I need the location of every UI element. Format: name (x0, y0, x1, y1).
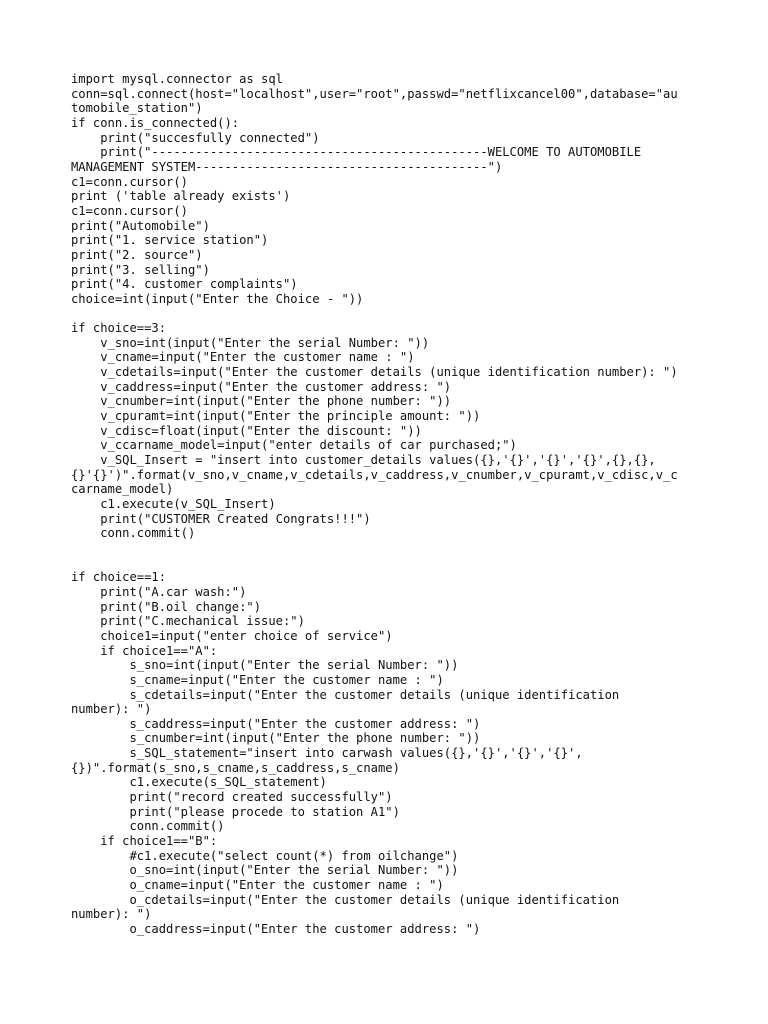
code-line: choice=int(input("Enter the Choice - ")) (71, 291, 364, 306)
code-line: print("4. customer complaints") (71, 277, 298, 292)
code-line (71, 541, 678, 556)
code-line: print("Automobile") (71, 218, 210, 233)
code-line: v_sno=int(input("Enter the serial Number: ")) (71, 335, 430, 350)
code-line: v_cname=input("Enter the customer name : ") (71, 350, 415, 365)
code-line: tomobile_station") (71, 101, 203, 116)
code-listing (71, 72, 678, 937)
code-line: print("B.oil change:") (71, 599, 262, 614)
code-line: conn=sql.connect(host="localhost",user="root",passwd="netflixcancel00",database="au (71, 86, 678, 101)
code-line: o_caddress=input("Enter the customer address: ") (71, 922, 481, 937)
code-line: v_cnumber=int(input("Enter the phone number: ")) (71, 394, 452, 409)
code-line: conn.commit() (71, 819, 225, 834)
code-line: if choice1=="B": (71, 834, 218, 849)
code-line: #c1.execute("select count(*) from oilchange") (71, 848, 459, 863)
code-line: {})".format(s_sno,s_cname,s_caddress,s_cname) (71, 760, 400, 775)
code-line: print("2. source") (71, 247, 203, 262)
code-line: c1.execute(v_SQL_Insert) (71, 497, 276, 512)
code-line: v_SQL_Insert = "insert into customer_details values({},'{}','{}','{}',{},{}, (71, 453, 656, 468)
code-line: v_cpuramt=int(input("Enter the principle amount: ")) (71, 409, 481, 424)
code-line: carname_model) (71, 482, 174, 497)
code-line: o_cdetails=input("Enter the customer details (unique identification (71, 892, 620, 907)
code-line: print("----------------------------------------------WELCOME TO AUTOMOBILE (71, 145, 642, 160)
code-line: v_caddress=input("Enter the customer address: ") (71, 379, 452, 394)
code-line: import mysql.connector as sql (71, 72, 283, 86)
code-line: s_caddress=input("Enter the customer address: ") (71, 716, 481, 731)
code-line: conn.commit() (71, 526, 196, 541)
code-line: v_cdisc=float(input("Enter the discount: ")) (71, 423, 422, 438)
code-line: print("C.mechanical issue:") (71, 614, 305, 629)
code-line: s_cname=input("Enter the customer name : ") (71, 672, 444, 687)
code-line: s_sno=int(input("Enter the serial Number: ")) (71, 658, 459, 673)
code-line: c1=conn.cursor() (71, 174, 188, 189)
code-line: print("A.car wash:") (71, 584, 247, 599)
code-line: choice1=input("enter choice of service") (71, 628, 393, 643)
code-line: print("please procede to station A1") (71, 804, 400, 819)
code-line: if choice==1: (71, 570, 167, 585)
code-line: print("succesfully connected") (71, 130, 320, 145)
code-line: v_ccarname_model=input("enter details of car purchased;") (71, 438, 517, 453)
code-line: print("CUSTOMER Created Congrats!!!") (71, 511, 371, 526)
code-line: if choice==3: (71, 321, 167, 336)
code-line: c1.execute(s_SQL_statement) (71, 775, 327, 790)
code-line: print("1. service station") (71, 233, 269, 248)
code-line: {}'{}')".format(v_sno,v_cname,v_cdetails,v_caddress,v_cnumber,v_cpuramt,v_cdisc,v_c (71, 467, 678, 482)
code-line: if choice1=="A": (71, 643, 218, 658)
code-line: s_cdetails=input("Enter the customer details (unique identification (71, 687, 620, 702)
code-line: s_SQL_statement="insert into carwash values({},'{}','{}','{}', (71, 746, 583, 761)
code-line: number): ") (71, 907, 152, 922)
code-line: o_sno=int(input("Enter the serial Number: ")) (71, 863, 459, 878)
code-line: print("3. selling") (71, 262, 210, 277)
code-line: print("record created successfully") (71, 790, 393, 805)
code-line: s_cnumber=int(input("Enter the phone number: ")) (71, 731, 481, 746)
code-line: number): ") (71, 702, 152, 717)
code-line: v_cdetails=input("Enter the customer details (unique identification number): ") (71, 365, 678, 380)
code-line: print ('table already exists') (71, 189, 291, 204)
code-line (71, 556, 678, 571)
code-line: o_cname=input("Enter the customer name : ") (71, 878, 444, 893)
code-line: MANAGEMENT SYSTEM----------------------------------------") (71, 159, 503, 174)
code-line (71, 307, 678, 322)
code-line: c1=conn.cursor() (71, 203, 188, 218)
code-line: if conn.is_connected(): (71, 115, 240, 130)
